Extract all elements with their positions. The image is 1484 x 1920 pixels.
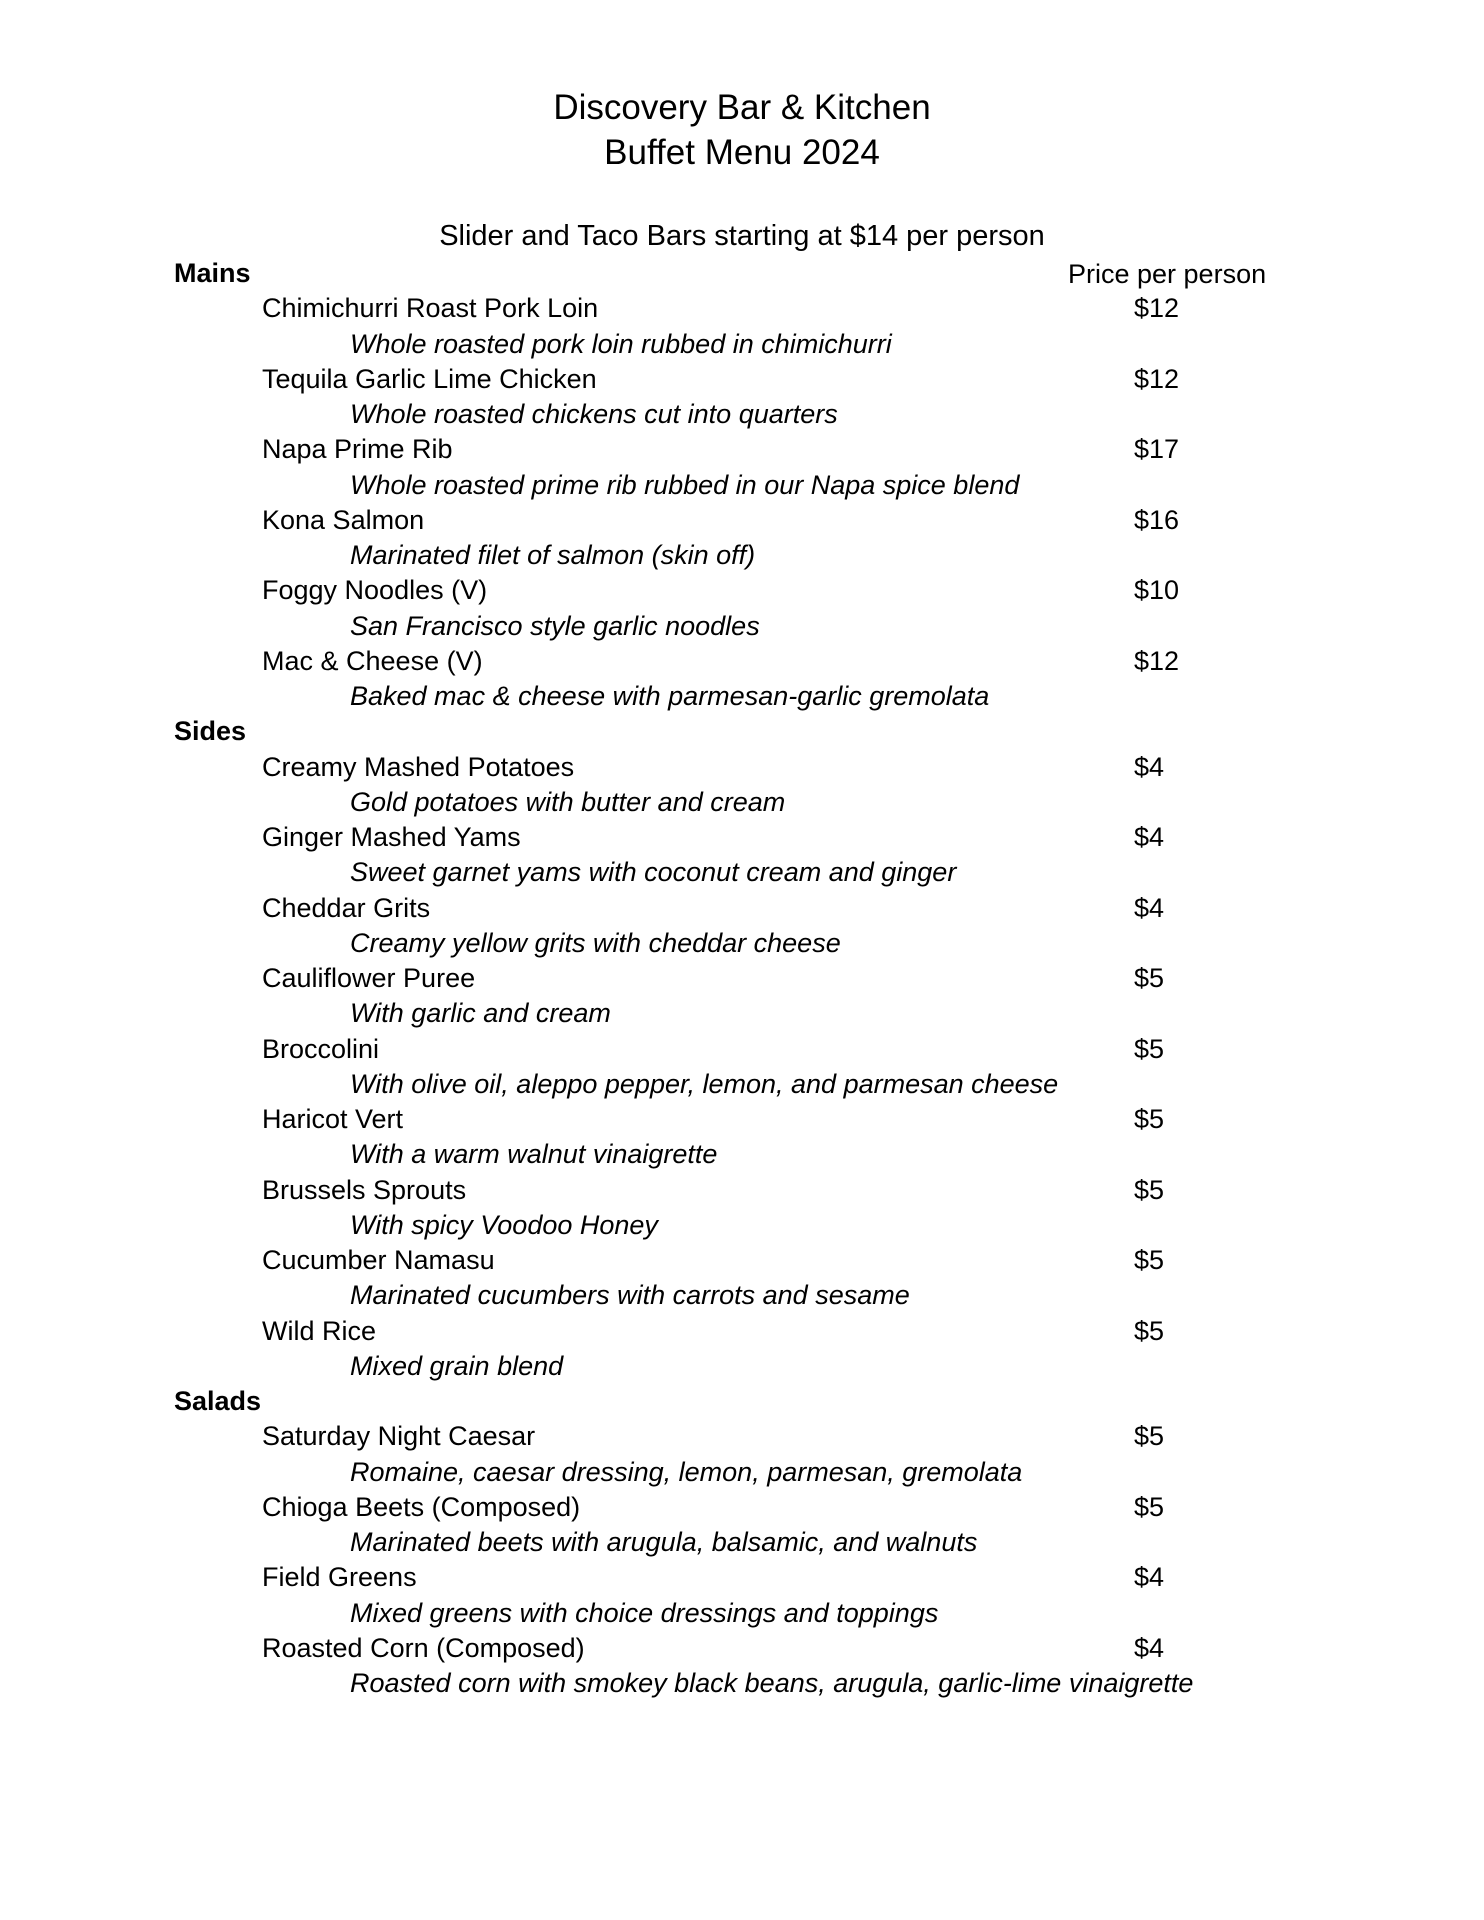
menu-item xyxy=(0,503,1484,538)
menu-item xyxy=(0,644,1484,679)
item-description: Mixed grain blend xyxy=(350,1350,564,1381)
item-price: $10 xyxy=(1134,575,1180,606)
item-price: $5 xyxy=(1134,963,1165,993)
item-description-row xyxy=(0,1666,1484,1701)
item-price: $5 xyxy=(1134,1491,1165,1522)
menu-item xyxy=(0,750,1484,785)
item-name: Napa Prime Rib xyxy=(262,434,453,465)
item-description: Gold potatoes with butter and cream xyxy=(350,786,786,817)
item-price: $5 xyxy=(1134,1174,1165,1205)
item-name: Chioga Beets (Composed) xyxy=(262,1491,581,1522)
menu-item xyxy=(0,1631,1484,1666)
item-name: Haricot Vert xyxy=(262,1104,404,1134)
section-title: Salads xyxy=(174,1386,262,1416)
item-description-row xyxy=(0,679,1484,714)
item-description-row xyxy=(0,785,1484,820)
menu-item xyxy=(0,1173,1484,1208)
section-title: Sides xyxy=(174,716,247,747)
item-description: Mixed greens with choice dressings and toppings xyxy=(350,1597,939,1628)
section-title: Mains xyxy=(174,258,251,288)
item-price: $4 xyxy=(1134,1632,1165,1663)
item-description: With a warm walnut vinaigrette xyxy=(350,1139,718,1170)
item-description: With garlic and cream xyxy=(350,998,611,1029)
item-description: Creamy yellow grits with cheddar cheese xyxy=(350,927,841,958)
item-description: San Francisco style garlic noodles xyxy=(350,610,760,641)
item-description-row xyxy=(0,397,1484,432)
menu-item xyxy=(0,1419,1484,1454)
item-description: With spicy Voodoo Honey xyxy=(350,1209,658,1240)
menu-item xyxy=(0,820,1484,855)
item-name: Saturday Night Caesar xyxy=(262,1421,536,1452)
item-price: $5 xyxy=(1134,1033,1165,1064)
item-description-row xyxy=(0,1349,1484,1384)
item-price: $4 xyxy=(1134,892,1165,923)
menu-item xyxy=(0,573,1484,608)
item-name: Cauliflower Puree xyxy=(262,963,476,993)
item-description-row xyxy=(0,1067,1484,1102)
item-description-row xyxy=(0,538,1484,573)
item-name: Wild Rice xyxy=(262,1315,377,1346)
menu-item xyxy=(0,1560,1484,1595)
item-name: Tequila Garlic Lime Chicken xyxy=(262,363,597,394)
item-description: Marinated beets with arugula, balsamic, and walnuts xyxy=(350,1527,978,1557)
menu-item xyxy=(0,432,1484,467)
item-price: $12 xyxy=(1134,293,1180,324)
item-description: Romaine, caesar dressing, lemon, parmesan, gremolata xyxy=(350,1456,1023,1487)
item-price: $5 xyxy=(1134,1104,1165,1134)
item-name: Ginger Mashed Yams xyxy=(262,822,521,852)
item-description: Marinated cucumbers with carrots and sesame xyxy=(350,1280,910,1311)
item-description-row xyxy=(0,1137,1484,1172)
menu-body xyxy=(0,256,1484,1701)
item-price: $17 xyxy=(1134,434,1180,465)
item-description-row xyxy=(0,468,1484,503)
item-description-row xyxy=(0,609,1484,644)
item-description: Whole roasted pork loin rubbed in chimichurri xyxy=(350,328,892,359)
menu-title: Buffet Menu 2024 xyxy=(604,133,880,172)
item-description-row xyxy=(0,1596,1484,1631)
item-name: Chimichurri Roast Pork Loin xyxy=(262,293,599,324)
item-price: $5 xyxy=(1134,1421,1165,1452)
item-description-row xyxy=(0,1278,1484,1313)
menu-item xyxy=(0,362,1484,397)
menu-item xyxy=(0,1490,1484,1525)
menu-item xyxy=(0,961,1484,996)
item-price: $5 xyxy=(1134,1315,1165,1346)
menu-item xyxy=(0,1314,1484,1349)
item-description: Sweet garnet yams with coconut cream and ginger xyxy=(350,857,957,888)
item-price: $4 xyxy=(1134,751,1165,782)
item-name: Creamy Mashed Potatoes xyxy=(262,751,575,782)
item-name: Kona Salmon xyxy=(262,504,425,535)
item-description-row xyxy=(0,996,1484,1031)
item-description: Whole roasted chickens cut into quarters xyxy=(350,399,838,429)
item-description: With olive oil, aleppo pepper, lemon, and parmesan cheese xyxy=(350,1068,1059,1099)
section-header-mains xyxy=(0,256,1484,291)
item-description-row xyxy=(0,327,1484,362)
item-description: Baked mac & cheese with parmesan-garlic gremolata xyxy=(350,681,990,711)
item-price: $4 xyxy=(1134,1562,1165,1593)
restaurant-name: Discovery Bar & Kitchen xyxy=(553,88,931,127)
item-name: Cheddar Grits xyxy=(262,892,431,923)
menu-item xyxy=(0,1032,1484,1067)
item-price: $5 xyxy=(1134,1245,1165,1275)
item-description-row xyxy=(0,1455,1484,1490)
menu-item xyxy=(0,291,1484,326)
item-description: Marinated filet of salmon (skin off) xyxy=(350,540,756,570)
item-price: $12 xyxy=(1134,645,1180,676)
section-header-salads xyxy=(0,1384,1484,1419)
item-name: Field Greens xyxy=(262,1562,417,1593)
menu-item xyxy=(0,1102,1484,1137)
item-price: $16 xyxy=(1134,504,1180,535)
price-column-header: Price per person xyxy=(1068,259,1267,289)
item-description-row xyxy=(0,855,1484,890)
item-description-row xyxy=(0,1208,1484,1243)
item-description: Roasted corn with smokey black beans, arugula, garlic-lime vinaigrette xyxy=(350,1668,1194,1698)
item-name: Brussels Sprouts xyxy=(262,1174,467,1205)
section-header-sides xyxy=(0,714,1484,749)
item-name: Cucumber Namasu xyxy=(262,1245,495,1275)
item-description-row xyxy=(0,926,1484,961)
item-description: Whole roasted prime rib rubbed in our Napa spice blend xyxy=(350,469,1020,500)
menu-subtitle: Slider and Taco Bars starting at $14 per person xyxy=(439,220,1045,252)
item-name: Mac & Cheese (V) xyxy=(262,645,483,676)
item-description-row xyxy=(0,1525,1484,1560)
item-price: $12 xyxy=(1134,363,1180,394)
menu-item xyxy=(0,891,1484,926)
item-name: Roasted Corn (Composed) xyxy=(262,1632,585,1663)
item-name: Broccolini xyxy=(262,1033,380,1064)
item-name: Foggy Noodles (V) xyxy=(262,575,488,606)
item-price: $4 xyxy=(1134,822,1165,852)
menu-item xyxy=(0,1243,1484,1278)
